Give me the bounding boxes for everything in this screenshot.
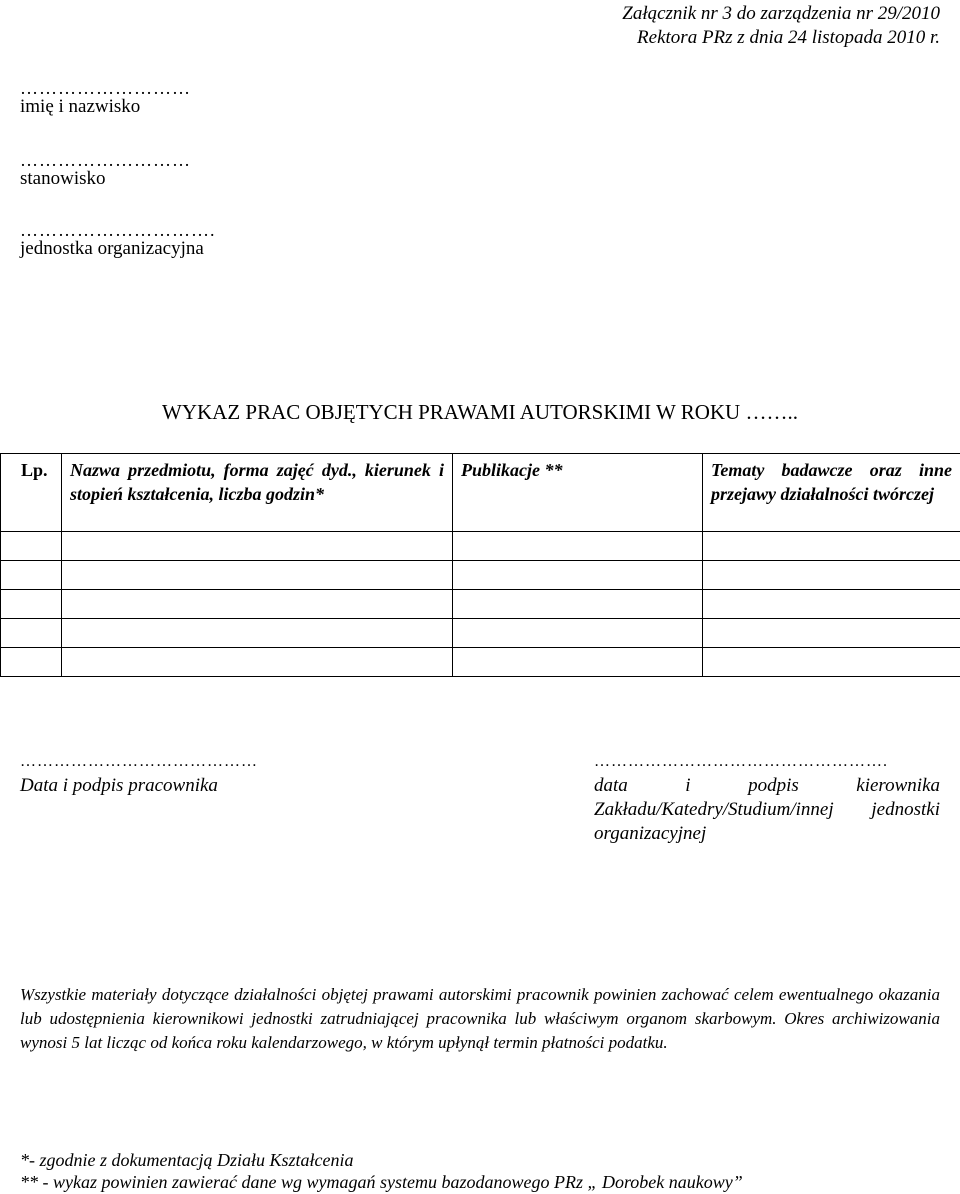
document-title: WYKAZ PRAC OBJĘTYCH PRAWAMI AUTORSKIMI W ROKU …….. (162, 400, 798, 424)
name-dots[interactable]: ……………………… (20, 78, 191, 98)
manager-signature-label: data i podpis kierownika Zakładu/Katedry/Studium/innej jednostki organizacyjnej (594, 775, 940, 844)
cell-topics[interactable] (703, 619, 960, 648)
name-label: imię i nazwisko (20, 96, 141, 117)
table-row (1, 532, 960, 561)
table-row (1, 561, 960, 590)
cell-lp[interactable] (1, 619, 62, 648)
header-course: Nazwa przedmiotu, forma zajęć dyd., kierunek i stopień kształcenia, liczba godzin* (62, 454, 453, 532)
employee-signature-label: Data i podpis pracownika (20, 775, 218, 796)
cell-topics[interactable] (703, 648, 960, 677)
cell-topics[interactable] (703, 561, 960, 590)
cell-course[interactable] (62, 648, 453, 677)
cell-publications[interactable] (453, 648, 703, 677)
table-row (1, 590, 960, 619)
cell-topics[interactable] (703, 532, 960, 561)
cell-publications[interactable] (453, 590, 703, 619)
footnote-2: ** - wykaz powinien zawierać dane wg wymagań systemu bazodanowego PRz „ Dorobek naukowy” (20, 1172, 743, 1192)
unit-label: jednostka organizacyjna (20, 238, 204, 259)
cell-course[interactable] (62, 561, 453, 590)
table-row (1, 619, 960, 648)
cell-course[interactable] (62, 532, 453, 561)
works-table (0, 453, 960, 677)
cell-lp[interactable] (1, 590, 62, 619)
header-publications: Publikacje ** (453, 454, 703, 532)
table-header-row (1, 454, 960, 532)
annex-line-2: Rektora PRz z dnia 24 listopada 2010 r. (637, 27, 940, 48)
cell-publications[interactable] (453, 619, 703, 648)
cell-publications[interactable] (453, 561, 703, 590)
header-lp: Lp. (1, 454, 62, 532)
manager-signature-dots[interactable]: ……………………………………………. (594, 753, 888, 770)
header-topics: Tematy badawcze oraz inne przejawy działalności twórczej (703, 454, 960, 532)
cell-topics[interactable] (703, 590, 960, 619)
employee-signature-dots[interactable]: …………………………………… (20, 753, 258, 770)
table-row (1, 648, 960, 677)
unit-dots[interactable]: …………………………. (20, 220, 216, 240)
position-dots[interactable]: ……………………… (20, 150, 191, 170)
cell-publications[interactable] (453, 532, 703, 561)
cell-lp[interactable] (1, 648, 62, 677)
annex-header (622, 2, 940, 50)
archive-note: Wszystkie materiały dotyczące działalności objętej prawami autorskimi pracownik powinien zachować celem ewentualnego okazania lub udostępnienia kierownikowi jednostki zatrudniającej pracownika lub właściwym organom skarbowym. Okres archiwizowania wynosi 5 lat licząc od końca roku kalendarzowego, w którym upłynął termin płatności podatku. (20, 985, 940, 1052)
cell-lp[interactable] (1, 561, 62, 590)
annex-line-1: Załącznik nr 3 do zarządzenia nr 29/2010 (622, 3, 940, 24)
cell-lp[interactable] (1, 532, 62, 561)
footnote-1: *- zgodnie z dokumentacją Działu Kształcenia (20, 1150, 354, 1170)
position-label: stanowisko (20, 168, 106, 189)
cell-course[interactable] (62, 590, 453, 619)
cell-course[interactable] (62, 619, 453, 648)
